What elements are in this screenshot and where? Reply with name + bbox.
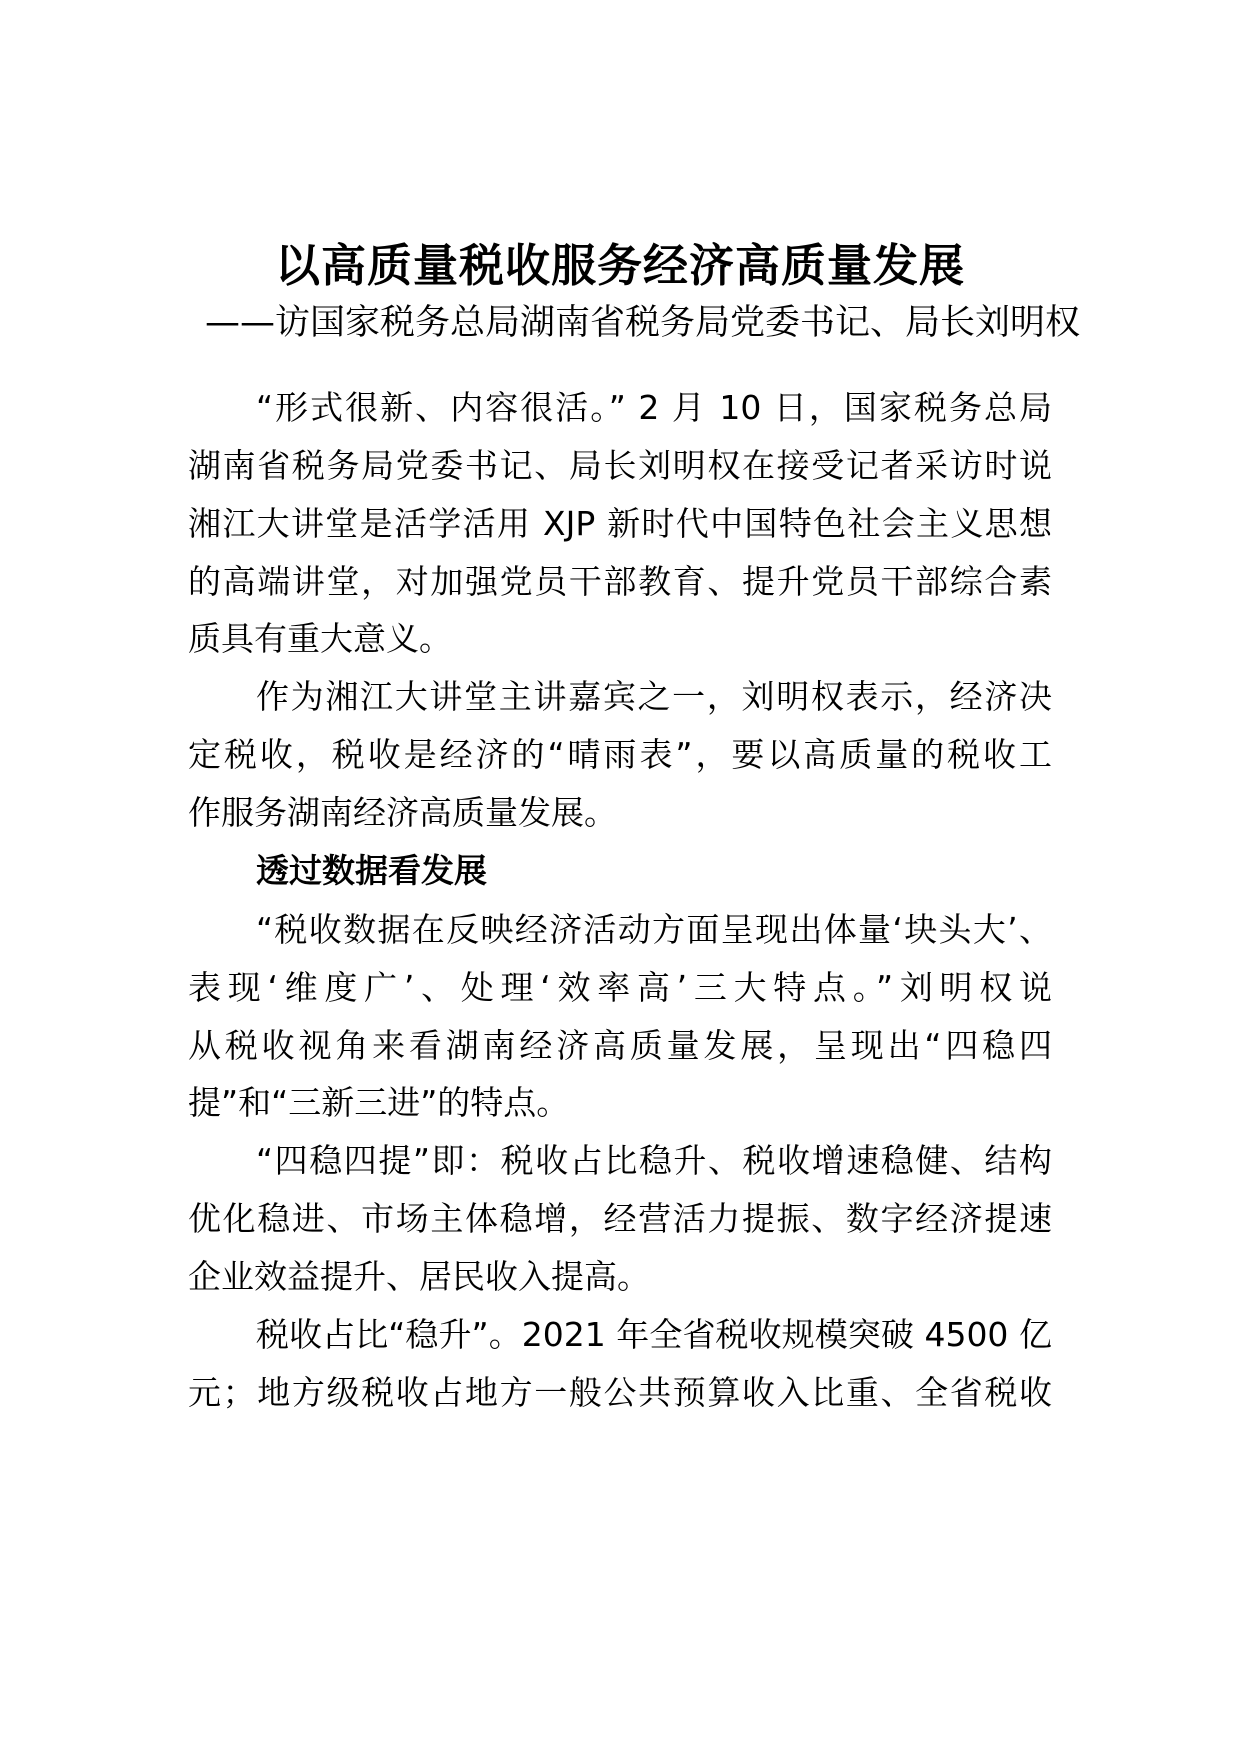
paragraph-3-line-3: 从税收视角来看湖南经济高质量发展，呈现出“四稳四 (188, 1026, 1052, 1065)
paragraph-1-line-1: “形式很新、内容很活。” 2 月 10 日，国家税务总局 (256, 388, 1052, 427)
article-title: 以高质量税收服务经济高质量发展 (274, 239, 965, 292)
paragraph-4-line-1: “四稳四提”即：税收占比稳升、税收增速稳健、结构 (256, 1141, 1052, 1180)
paragraph-5-line-1: 税收占比“稳升”。2021 年全省税收规模突破 4500 亿 (256, 1315, 1052, 1354)
paragraph-3-line-4: 提”和“三新三进”的特点。 (188, 1083, 570, 1122)
paragraph-1-line-2: 湖南省税务局党委书记、局长刘明权在接受记者采访时说 (188, 446, 1052, 485)
section-heading: 透过数据看发展 (256, 851, 487, 890)
paragraph-2-line-2: 定税收，税收是经济的“晴雨表”，要以高质量的税收工 (188, 735, 1052, 774)
paragraph-2-line-1: 作为湘江大讲堂主讲嘉宾之一，刘明权表示，经济决 (256, 677, 1052, 716)
paragraph-1-line-5: 质具有重大意义。 (188, 619, 452, 658)
paragraph-4-line-2: 优化稳进、市场主体稳增，经营活力提振、数字经济提速 (188, 1199, 1052, 1238)
paragraph-3-line-2: 表现‘维度广’、处理‘效率高’三大特点。”刘明权说 (188, 968, 1052, 1007)
article-subtitle: ——访国家税务总局湖南省税务局党委书记、局长刘明权 (205, 303, 1081, 343)
paragraph-4-line-3: 企业效益提升、居民收入提高。 (188, 1257, 650, 1296)
paragraph-5-line-2: 元；地方级税收占地方一般公共预算收入比重、全省税收 (188, 1373, 1052, 1412)
paragraph-2-line-3: 作服务湖南经济高质量发展。 (188, 793, 617, 832)
paragraph-1-line-4: 的高端讲堂，对加强党员干部教育、提升党员干部综合素 (188, 562, 1052, 601)
paragraph-3-line-1: “税收数据在反映经济活动方面呈现出体量‘块头大’、 (256, 910, 1052, 949)
paragraph-1-line-3: 湘江大讲堂是活学活用 XJP 新时代中国特色社会主义思想 (188, 504, 1052, 543)
